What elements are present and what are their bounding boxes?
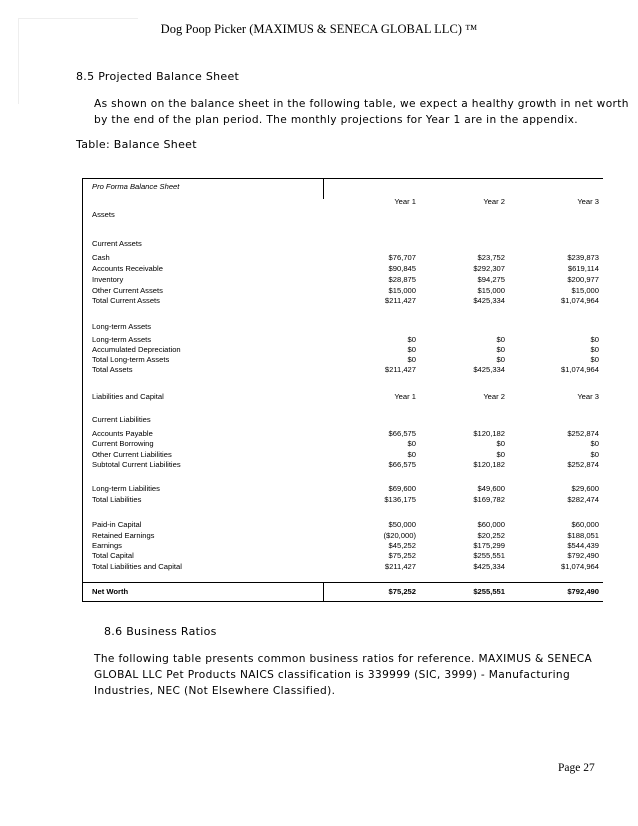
row-label: Total Liabilities and Capital bbox=[92, 562, 182, 571]
cell-year-2: $292,307 bbox=[473, 264, 505, 273]
header-rule bbox=[18, 18, 138, 19]
cell-year-1: $0 bbox=[407, 450, 416, 459]
table-row bbox=[83, 275, 603, 286]
table-row bbox=[83, 365, 603, 376]
cell-year-3: $252,874 bbox=[567, 460, 599, 469]
table-caption: Table: Balance Sheet bbox=[76, 138, 197, 151]
row-label: Long-term Assets bbox=[92, 335, 152, 344]
cell-year-2: $175,299 bbox=[473, 541, 505, 550]
cell-year-1: ($20,000) bbox=[383, 531, 416, 540]
cell-year-2: $169,782 bbox=[473, 495, 505, 504]
cell-year-1: $15,000 bbox=[388, 286, 416, 295]
cell-year-2: $0 bbox=[496, 335, 505, 344]
table-row bbox=[83, 460, 603, 471]
row-label: Accounts Receivable bbox=[92, 264, 163, 273]
cell-year-2: $0 bbox=[496, 355, 505, 364]
cell-year-1: $211,427 bbox=[384, 365, 416, 374]
cell-year-3: $239,873 bbox=[567, 253, 599, 262]
cell-year-3: $1,074,964 bbox=[560, 296, 599, 305]
table-row bbox=[83, 296, 603, 307]
cell-year-1: $0 bbox=[407, 355, 416, 364]
cell-year-1: $136,175 bbox=[384, 495, 416, 504]
cell-year-2: $120,182 bbox=[473, 460, 505, 469]
cell-year-2: $255,551 bbox=[473, 587, 505, 596]
cell-year-1: $0 bbox=[407, 345, 416, 354]
col-header-year-1: Year 1 bbox=[394, 197, 416, 206]
page-number: Page 27 bbox=[558, 762, 595, 774]
cell-year-2: Year 2 bbox=[483, 392, 505, 401]
cell-year-2: $120,182 bbox=[473, 429, 505, 438]
table-row bbox=[83, 484, 603, 495]
col-header-year-3: Year 3 bbox=[577, 197, 599, 206]
cell-year-3: $0 bbox=[590, 335, 599, 344]
cell-year-3: $15,000 bbox=[571, 286, 599, 295]
cell-year-1: $66,575 bbox=[388, 429, 416, 438]
row-label: Long-term Liabilities bbox=[92, 484, 160, 493]
cell-year-3: $29,600 bbox=[571, 484, 599, 493]
cell-year-1: $76,707 bbox=[388, 253, 416, 262]
row-label: Total Liabilities bbox=[92, 495, 142, 504]
table-row bbox=[83, 551, 603, 562]
table-row bbox=[83, 322, 603, 333]
table-row bbox=[83, 210, 603, 221]
cell-year-1: $66,575 bbox=[388, 460, 416, 469]
cell-year-2: $425,334 bbox=[473, 365, 505, 374]
table-row bbox=[83, 495, 603, 506]
cell-year-2: $20,252 bbox=[477, 531, 505, 540]
cell-year-2: $23,752 bbox=[477, 253, 505, 262]
table-row bbox=[83, 415, 603, 426]
row-label: Current Liabilities bbox=[92, 415, 151, 424]
row-label: Total Assets bbox=[92, 365, 133, 374]
table-row bbox=[83, 239, 603, 250]
cell-year-1: $50,000 bbox=[388, 520, 416, 529]
row-label: Retained Earnings bbox=[92, 531, 155, 540]
row-label: Total Long-term Assets bbox=[92, 355, 170, 364]
cell-year-2: $425,334 bbox=[473, 296, 505, 305]
row-label: Current Borrowing bbox=[92, 439, 154, 448]
cell-year-3: $619,114 bbox=[567, 264, 599, 273]
cell-year-3: $792,490 bbox=[567, 551, 599, 560]
cell-year-1: $0 bbox=[407, 439, 416, 448]
cell-year-1: $45,252 bbox=[388, 541, 416, 550]
cell-year-1: $75,252 bbox=[388, 587, 416, 596]
row-label: Other Current Liabilities bbox=[92, 450, 172, 459]
cell-year-1: $211,427 bbox=[384, 562, 416, 571]
cell-year-1: $90,845 bbox=[388, 264, 416, 273]
cell-year-2: $0 bbox=[496, 345, 505, 354]
table-row bbox=[83, 253, 603, 264]
section-8-5-paragraph-line-1: As shown on the balance sheet in the following table, we expect a healthy growth in net worth bbox=[94, 98, 629, 110]
cell-year-3: $200,977 bbox=[567, 275, 599, 284]
cell-year-2: $425,334 bbox=[473, 562, 505, 571]
cell-year-3: Year 3 bbox=[577, 392, 599, 401]
section-8-6-paragraph-line-3: Industries, NEC (Not Elsewhere Classified). bbox=[94, 685, 336, 697]
cell-year-3: $792,490 bbox=[567, 587, 599, 596]
row-label: Subtotal Current Liabilities bbox=[92, 460, 181, 469]
row-label: Current Assets bbox=[92, 239, 142, 248]
cell-year-2: $255,551 bbox=[473, 551, 505, 560]
row-label: Total Current Assets bbox=[92, 296, 160, 305]
col-header-year-2: Year 2 bbox=[483, 197, 505, 206]
cell-year-3: $252,874 bbox=[567, 429, 599, 438]
row-label: Total Capital bbox=[92, 551, 134, 560]
document-header-title: Dog Poop Picker (MAXIMUS & SENECA GLOBAL LLC) ™ bbox=[160, 22, 478, 36]
row-label: Accounts Payable bbox=[92, 429, 153, 438]
cell-year-3: $0 bbox=[590, 355, 599, 364]
cell-year-3: $60,000 bbox=[571, 520, 599, 529]
row-label: Other Current Assets bbox=[92, 286, 163, 295]
section-8-6-paragraph-line-2: GLOBAL LLC Pet Products NAICS classification is 339999 (SIC, 3999) - Manufacturing bbox=[94, 669, 571, 681]
cell-year-3: $282,474 bbox=[567, 495, 599, 504]
table-row-net-worth bbox=[83, 587, 603, 598]
table-row bbox=[83, 264, 603, 275]
cell-year-1: $69,600 bbox=[388, 484, 416, 493]
cell-year-1: $75,252 bbox=[388, 551, 416, 560]
cell-year-3: $0 bbox=[590, 345, 599, 354]
table-row bbox=[83, 392, 603, 403]
row-label: Liabilities and Capital bbox=[92, 392, 164, 401]
table-header-row bbox=[83, 197, 603, 208]
cell-year-2: $49,600 bbox=[477, 484, 505, 493]
row-label: Paid-in Capital bbox=[92, 520, 142, 529]
cell-year-1: Year 1 bbox=[394, 392, 416, 401]
row-label: Earnings bbox=[92, 541, 122, 550]
cell-year-2: $94,275 bbox=[477, 275, 505, 284]
row-label: Long-term Assets bbox=[92, 322, 152, 331]
row-label: Inventory bbox=[92, 275, 124, 284]
cell-year-3: $188,051 bbox=[567, 531, 599, 540]
balance-sheet-table bbox=[82, 178, 603, 602]
cell-year-1: $28,875 bbox=[388, 275, 416, 284]
cell-year-3: $544,439 bbox=[567, 541, 599, 550]
cell-year-2: $60,000 bbox=[477, 520, 505, 529]
table-net-worth-rule bbox=[83, 582, 603, 583]
table-row bbox=[83, 562, 603, 573]
row-label: Cash bbox=[92, 253, 110, 262]
row-label: Net Worth bbox=[92, 587, 129, 596]
cell-year-2: $0 bbox=[496, 439, 505, 448]
table-column-divider bbox=[323, 179, 324, 199]
row-label: Assets bbox=[92, 210, 115, 219]
table-row bbox=[83, 439, 603, 450]
cell-year-3: $1,074,964 bbox=[560, 562, 599, 571]
section-heading-8-6: 8.6 Business Ratios bbox=[104, 625, 217, 638]
section-8-5-paragraph-line-2: by the end of the plan period. The monthly projections for Year 1 are in the appendix. bbox=[94, 114, 579, 126]
table-row bbox=[83, 520, 603, 531]
cell-year-2: $15,000 bbox=[477, 286, 505, 295]
cell-year-1: $0 bbox=[407, 335, 416, 344]
cell-year-1: $211,427 bbox=[384, 296, 416, 305]
balance-sheet-title: Pro Forma Balance Sheet bbox=[92, 182, 180, 191]
row-label: Accumulated Depreciation bbox=[92, 345, 181, 354]
cell-year-3: $1,074,964 bbox=[560, 365, 599, 374]
section-8-6-paragraph-line-1: The following table presents common business ratios for reference. MAXIMUS & SENECA bbox=[94, 653, 593, 665]
cell-year-2: $0 bbox=[496, 450, 505, 459]
cell-year-3: $0 bbox=[590, 450, 599, 459]
section-heading-8-5: 8.5 Projected Balance Sheet bbox=[76, 70, 240, 83]
cell-year-3: $0 bbox=[590, 439, 599, 448]
